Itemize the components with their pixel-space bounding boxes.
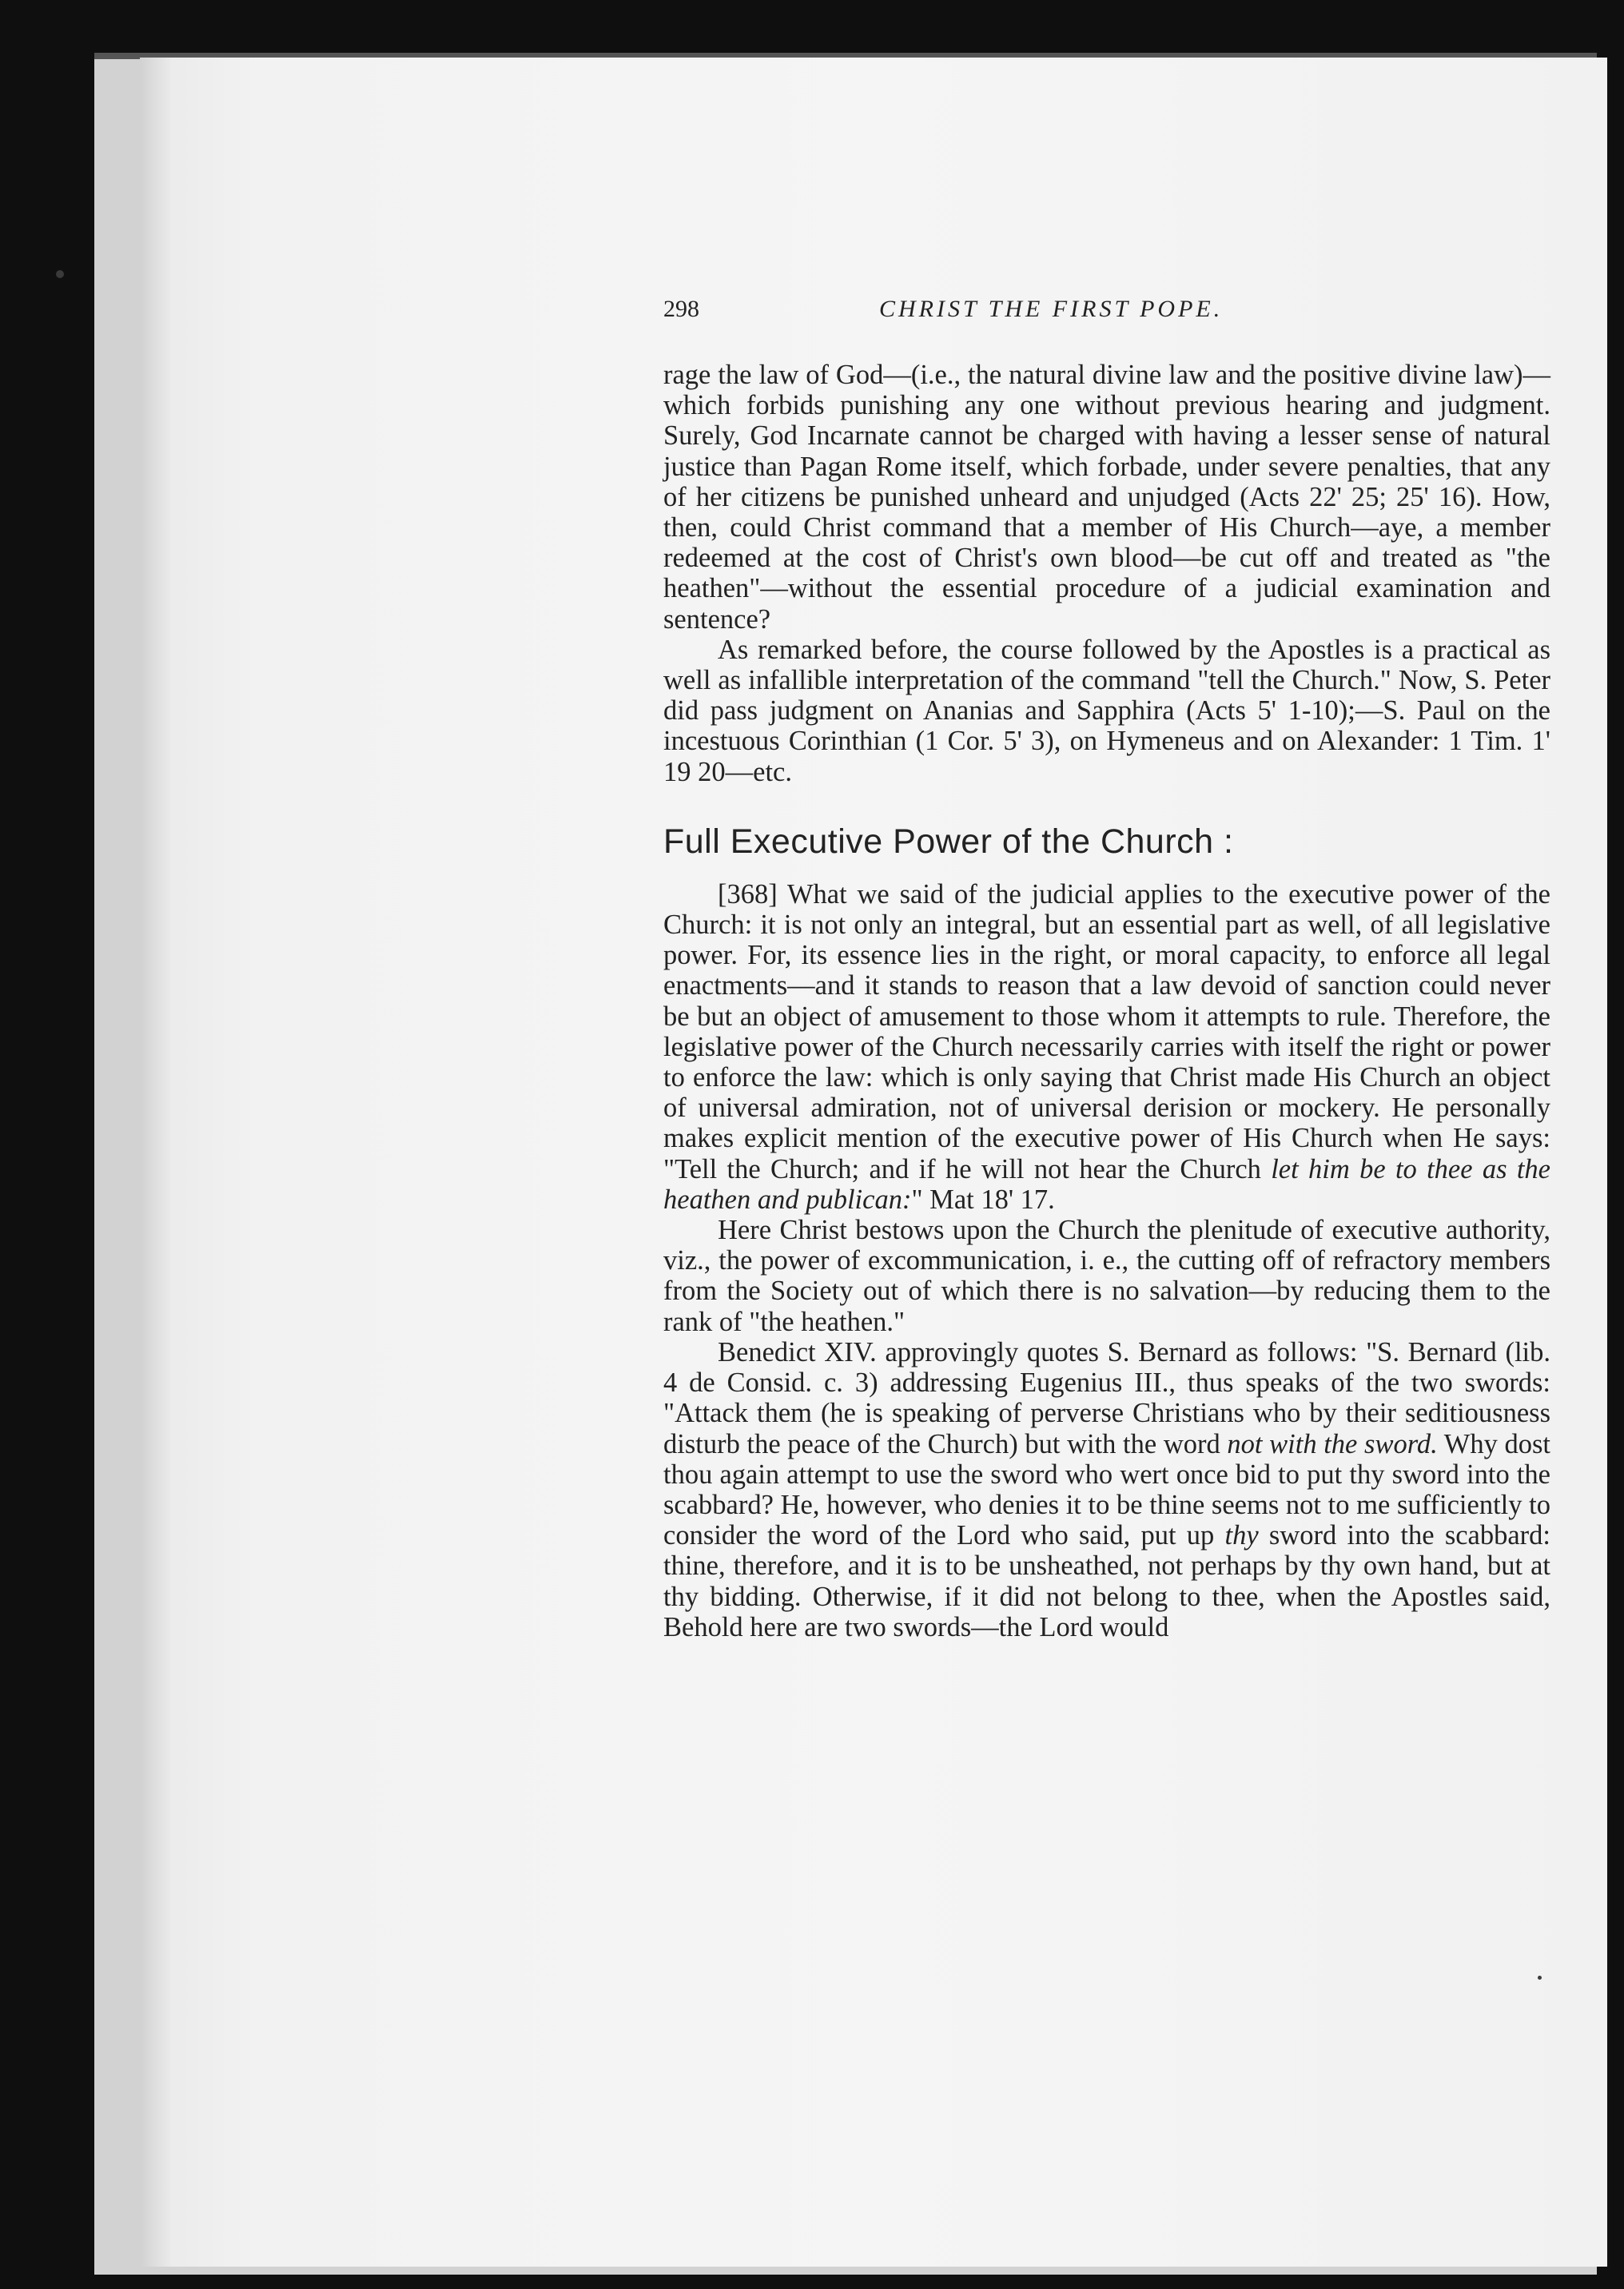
- paragraph-5-italic-2: thy: [1224, 1520, 1259, 1551]
- paragraph-5-italic-1: not with the sword.: [1227, 1428, 1438, 1459]
- paragraph-3-text: [368] What we said of the judicial applies to the executive power of the Church: it is not only an integral, but an essential part as well, of all legislative power. For, its essence lies in the right, or moral capacity, to enforce all legal enactments—and it stands to reason that a law devoid of sanction could never be but an object of amusement to those whom it attempts to rule. Therefore, the legislative power of the Church necessarily carries with itself the right or power to enforce the law: which is only saying that Christ made His Church an object of universal admiration, not of universal derision or mockery. He personally makes explicit mention of the executive power of His Church when He says: "Tell the Church; and if he will not hear the Church: [663, 878, 1550, 1184]
- running-title: CHRIST THE FIRST POPE.: [879, 296, 1224, 322]
- paragraph-5-text-c: sword into the scabbard: thine, therefore, and it is to be unsheathed, not perhaps by thy own hand, but at thy bidding. Otherwise, if it did not belong to thee, when the Apostles said, Behold here are two swords—the Lord would: [663, 1520, 1551, 1642]
- paragraph-3: [663, 879, 1550, 1215]
- page-gutter-shadow: [140, 58, 172, 2267]
- paragraph-2: As remarked before, the course followed by the Apostles is a practical as well as infallible interpretation of the command "tell the Church." Now, S. Peter did pass judgment on Ananias and Sapphira (Acts 5' 1-10);—S. Paul on the incestuous Corinthian (1 Cor. 5' 3), on Hymeneus and on Alexander: 1 Tim. 1' 19 20—etc.: [663, 634, 1550, 787]
- paragraph-1: rage the law of God—(i.e., the natural divine law and the positive divine law)—which forbids punishing any one without previous hearing and judgment. Surely, God Incarnate cannot be charged with having a lesser sense of natural justice than Pagan Rome itself, which forbade, under severe penalties, that any of her citizens be punished unheard and unjudged (Acts 22' 25; 25' 16). How, then, could Christ command that a member of His Church—aye, a member redeemed at the cost of Christ's own blood—be cut off and treated as "the heathen"—without the essential procedure of a judicial examination and sentence?: [663, 360, 1550, 635]
- running-head: [663, 296, 1550, 328]
- paragraph-5-text-b: Why dost thou again attempt to use the sword who wert once bid to put thy sword into the scabbard? He, however, who denies it to be thine seems not to me sufficiently to consider the word of the Lord who said, put up: [663, 1428, 1550, 1551]
- paragraph-5: [663, 1337, 1550, 1642]
- paragraph-3-italic: let him be to thee as the heathen and publican:: [663, 1153, 1550, 1215]
- page-text: [663, 296, 1550, 1642]
- paragraph-3-citation: " Mat 18' 17.: [911, 1184, 1055, 1215]
- paragraph-4: Here Christ bestows upon the Church the plenitude of executive authority, viz., the power of excommunication, i. e., the cutting off of refractory members from the Society out of which there is no salvation—by reducing them to the rank of "the heathen.": [663, 1215, 1550, 1337]
- speck: [56, 270, 64, 278]
- paragraph-5-text-a: Benedict XIV. approvingly quotes S. Bernard as follows: "S. Bernard (lib. 4 de Consid. c. 3) addressing Eugenius III., thus speaks of the two swords: "Attack them (he is speaking of perverse Christians who by their seditiousness disturb the peace of the Church) but with the word: [663, 1336, 1550, 1459]
- speck: [1538, 1976, 1542, 1980]
- page-number: 298: [663, 296, 699, 322]
- section-heading: Full Executive Power of the Church :: [663, 822, 1234, 861]
